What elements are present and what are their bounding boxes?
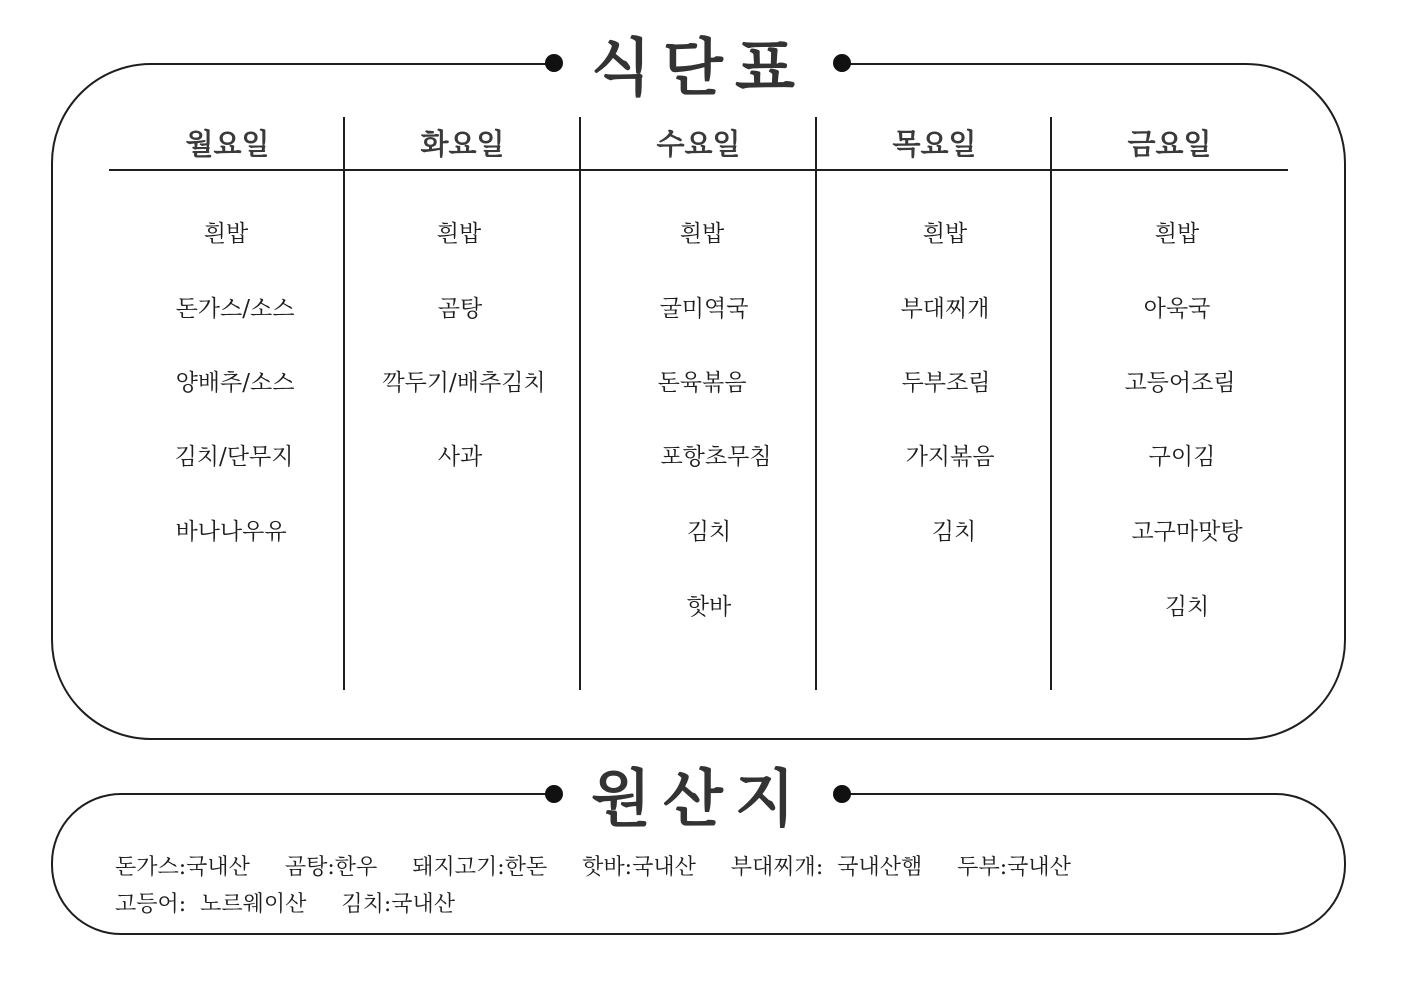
dish-friday: 구이김: [1148, 444, 1216, 470]
dish-tuesday: 흰밥: [436, 221, 482, 247]
dish-friday: 김치: [1164, 594, 1210, 620]
origin-title-left-dot: [545, 785, 563, 803]
dish-thursday: 부대찌개: [900, 296, 990, 322]
dish-friday: 고구마맛탕: [1131, 519, 1243, 545]
day-header-monday: 월요일: [185, 127, 270, 161]
dish-friday: 흰밥: [1154, 221, 1200, 247]
column-divider: [1050, 117, 1052, 690]
dish-monday: 양배추/소스: [175, 370, 295, 396]
origin-title-right-dot: [833, 785, 851, 803]
column-divider: [343, 117, 345, 690]
dish-monday: 바나나우유: [175, 519, 287, 545]
dish-friday: 고등어조림: [1124, 370, 1236, 396]
dish-wednesday: 김치: [686, 519, 732, 545]
dish-wednesday: 굴미역국: [659, 296, 749, 322]
dish-monday: 흰밥: [203, 221, 249, 247]
day-header-thursday: 목요일: [892, 127, 977, 161]
dish-thursday: 가지볶음: [905, 444, 995, 470]
column-divider: [579, 117, 581, 690]
menu-title-left-dot: [545, 54, 563, 72]
menu-table-frame: [51, 63, 1346, 740]
menu-title-right-dot: [833, 54, 851, 72]
dish-wednesday: 핫바: [686, 594, 732, 620]
dish-wednesday: 돈육볶음: [657, 370, 747, 396]
dish-wednesday: 흰밥: [679, 221, 725, 247]
dish-tuesday: 곰탕: [437, 296, 483, 322]
origin-line: 돈가스:국내산 곰탕:한우 돼지고기:한돈 핫바:국내산 부대찌개: 국내산햄 두부:국내산: [115, 855, 1071, 880]
day-header-wednesday: 수요일: [656, 127, 741, 161]
day-header-friday: 금요일: [1127, 127, 1212, 161]
dish-tuesday: 사과: [437, 444, 483, 470]
dish-monday: 김치/단무지: [174, 444, 294, 470]
dish-tuesday: 깍두기/배추김치: [382, 370, 546, 396]
dish-thursday: 두부조림: [901, 370, 991, 396]
dish-thursday: 김치: [931, 519, 977, 545]
dish-monday: 돈가스/소스: [175, 296, 295, 322]
header-divider: [109, 169, 1288, 171]
origin-line: 고등어: 노르웨이산 김치:국내산: [115, 892, 456, 917]
day-header-tuesday: 화요일: [420, 127, 505, 161]
menu-title: 식단표: [591, 31, 807, 104]
dish-wednesday: 포항초무침: [660, 444, 772, 470]
dish-thursday: 흰밥: [922, 221, 968, 247]
column-divider: [815, 117, 817, 690]
origin-title: 원산지: [591, 762, 807, 835]
dish-friday: 아욱국: [1143, 296, 1211, 322]
